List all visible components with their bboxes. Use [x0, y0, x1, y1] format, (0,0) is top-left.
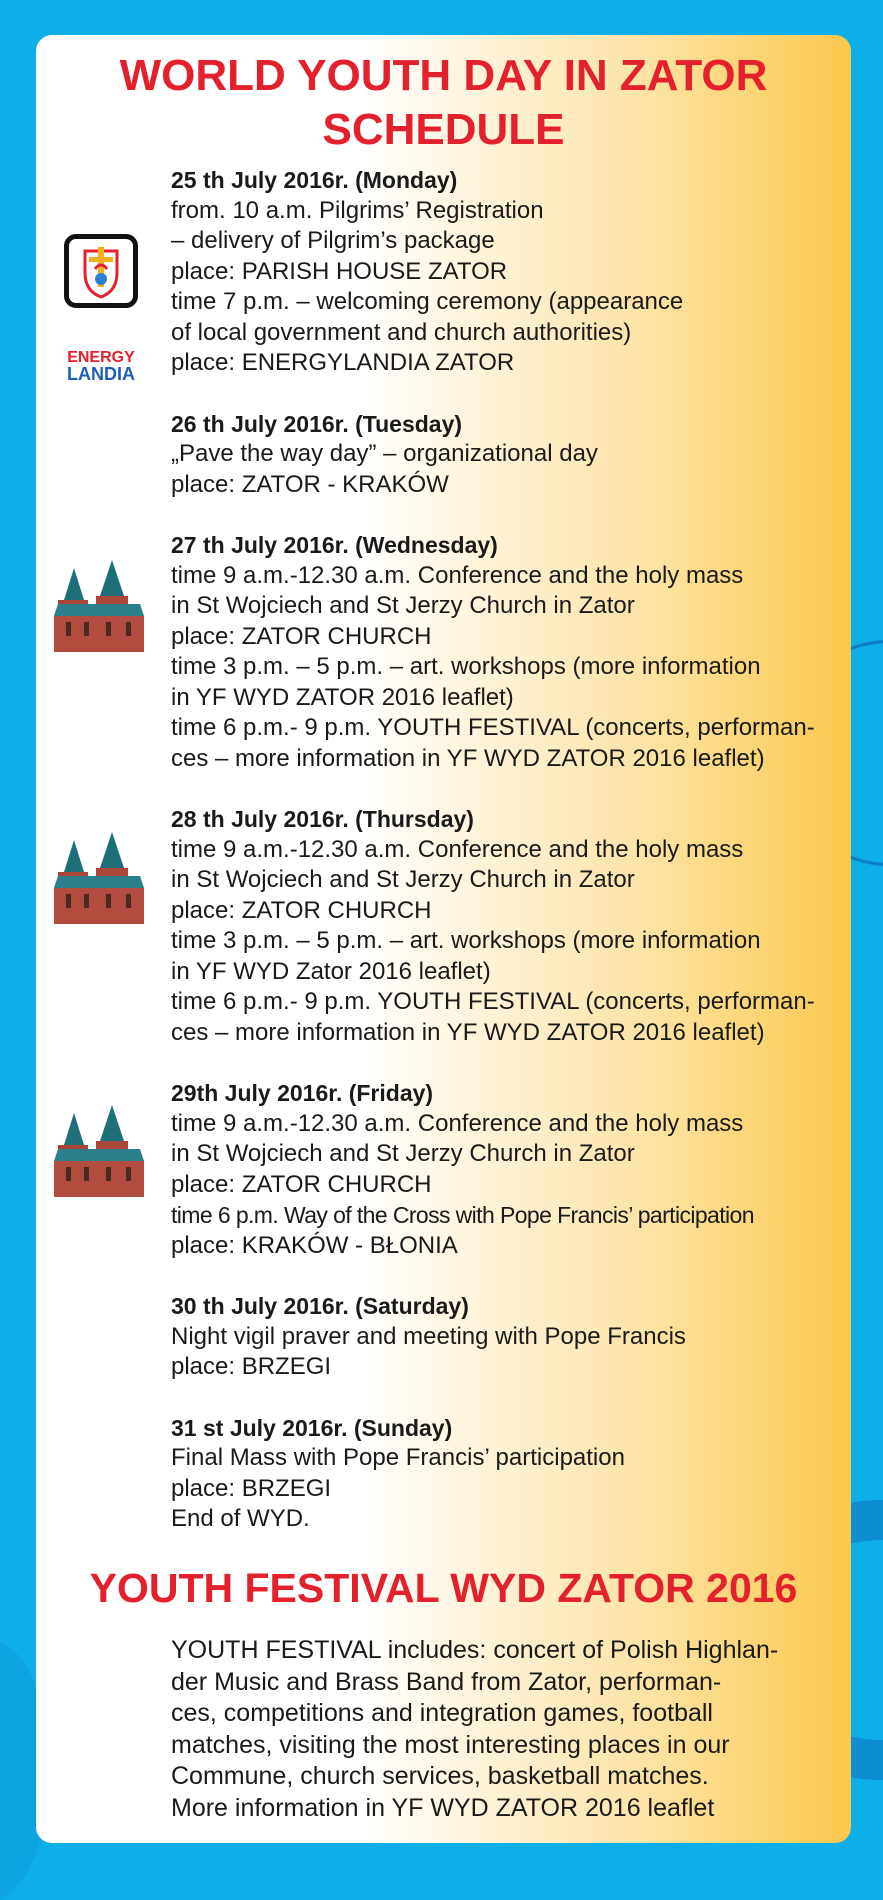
day-header: 27 th July 2016r. (Wednesday)	[171, 532, 498, 558]
festival-line: der Music and Brass Band from Zator, performan-	[171, 1667, 722, 1696]
schedule-list	[171, 165, 851, 1565]
day-line: Final Mass with Pope Francis’ participation	[171, 1444, 625, 1471]
day-line: place: ZATOR CHURCH	[171, 622, 432, 650]
day-thursday	[171, 804, 851, 1048]
day-sunday	[171, 1413, 851, 1535]
day-line: place: BRZEGI	[171, 1353, 332, 1380]
energylandia-logo-icon	[41, 349, 161, 399]
day-line: in YF WYD ZATOR 2016 leaflet)	[171, 683, 514, 711]
day-line: in YF WYD Zator 2016 leaflet)	[171, 957, 491, 985]
festival-description	[171, 1635, 841, 1824]
title-line-1: WORLD YOUTH DAY IN ZATOR	[119, 51, 768, 100]
day-line: time 3 p.m. – 5 p.m. – art. workshops (more information	[171, 927, 761, 954]
day-line: place: ZATOR CHURCH	[171, 896, 432, 924]
day-line: ces – more information in YF WYD ZATOR 2016 leaflet)	[171, 744, 765, 772]
day-wednesday	[171, 530, 851, 774]
church-icon	[44, 832, 154, 932]
day-header: 25 th July 2016r. (Monday)	[171, 167, 458, 193]
church-icon	[44, 560, 154, 660]
day-line: End of WYD.	[171, 1505, 310, 1532]
energylandia-logo-text-2: LANDIA	[67, 364, 135, 384]
page-title	[36, 49, 851, 157]
day-header: 31 st July 2016r. (Sunday)	[171, 1414, 453, 1441]
festival-line: ces, competitions and integration games, football	[171, 1699, 713, 1727]
day-line: place: KRAKÓW - BŁONIA	[171, 1231, 458, 1259]
day-line: time 6 p.m.- 9 p.m. YOUTH FESTIVAL (concerts, performan-	[171, 714, 815, 741]
day-line: time 6 p.m.- 9 p.m. YOUTH FESTIVAL (concerts, performan-	[171, 988, 815, 1015]
wyd-cross-logo-icon	[64, 234, 138, 308]
schedule-card	[36, 35, 851, 1843]
day-header: 26 th July 2016r. (Tuesday)	[171, 410, 463, 437]
day-line: in St Wojciech and St Jerzy Church in Zator	[171, 1140, 635, 1167]
day-line: time 9 a.m.-12.30 a.m. Conference and the holy mass	[171, 1109, 744, 1137]
day-line: in St Wojciech and St Jerzy Church in Zator	[171, 592, 635, 619]
day-line: place: PARISH HOUSE ZATOR	[171, 257, 508, 285]
day-line: place: ZATOR CHURCH	[171, 1170, 432, 1198]
day-monday	[171, 165, 851, 379]
day-line: time 3 p.m. – 5 p.m. – art. workshops (more information	[171, 653, 761, 680]
festival-line: More information in YF WYD ZATOR 2016 leaflet	[171, 1793, 715, 1822]
day-line: time 9 a.m.-12.30 a.m. Conference and the holy mass	[171, 561, 744, 589]
day-friday	[171, 1078, 851, 1261]
day-line: time 7 p.m. – welcoming ceremony (appearance	[171, 288, 684, 315]
festival-line: matches, visiting the most interesting places in our	[171, 1730, 730, 1759]
festival-title: YOUTH FESTIVAL WYD ZATOR 2016	[89, 1565, 798, 1611]
day-saturday	[171, 1291, 851, 1383]
day-line: ces – more information in YF WYD ZATOR 2016 leaflet)	[171, 1018, 765, 1046]
day-line: place: BRZEGI	[171, 1474, 332, 1502]
day-line: in St Wojciech and St Jerzy Church in Zator	[171, 866, 635, 893]
festival-line: Commune, church services, basketball matches.	[171, 1762, 709, 1790]
day-line: place: ZATOR - KRAKÓW	[171, 470, 449, 498]
day-line: time 6 p.m. Way of the Cross with Pope Francis’ participation	[171, 1202, 754, 1228]
day-line: place: ENERGYLANDIA ZATOR	[171, 349, 515, 376]
day-header: 29th July 2016r. (Friday)	[171, 1080, 434, 1106]
day-header: 30 th July 2016r. (Saturday)	[171, 1293, 469, 1319]
festival-line: YOUTH FESTIVAL includes: concert of Polish Highlan-	[171, 1636, 779, 1664]
church-icon	[44, 1105, 154, 1205]
title-line-2: SCHEDULE	[322, 105, 565, 154]
day-line: of local government and church authorities)	[171, 318, 632, 346]
day-tuesday	[171, 409, 851, 501]
day-line: time 9 a.m.-12.30 a.m. Conference and the holy mass	[171, 835, 744, 863]
day-line: from. 10 a.m. Pilgrims’ Registration	[171, 196, 544, 224]
energylandia-logo-text-1: ENERGY	[67, 349, 135, 366]
day-header: 28 th July 2016r. (Thursday)	[171, 806, 474, 832]
day-line: „Pave the way day” – organizational day	[171, 440, 598, 467]
day-line: Night vigil praver and meeting with Pope Francis	[171, 1322, 686, 1350]
day-line: – delivery of Pilgrim’s package	[171, 227, 495, 254]
